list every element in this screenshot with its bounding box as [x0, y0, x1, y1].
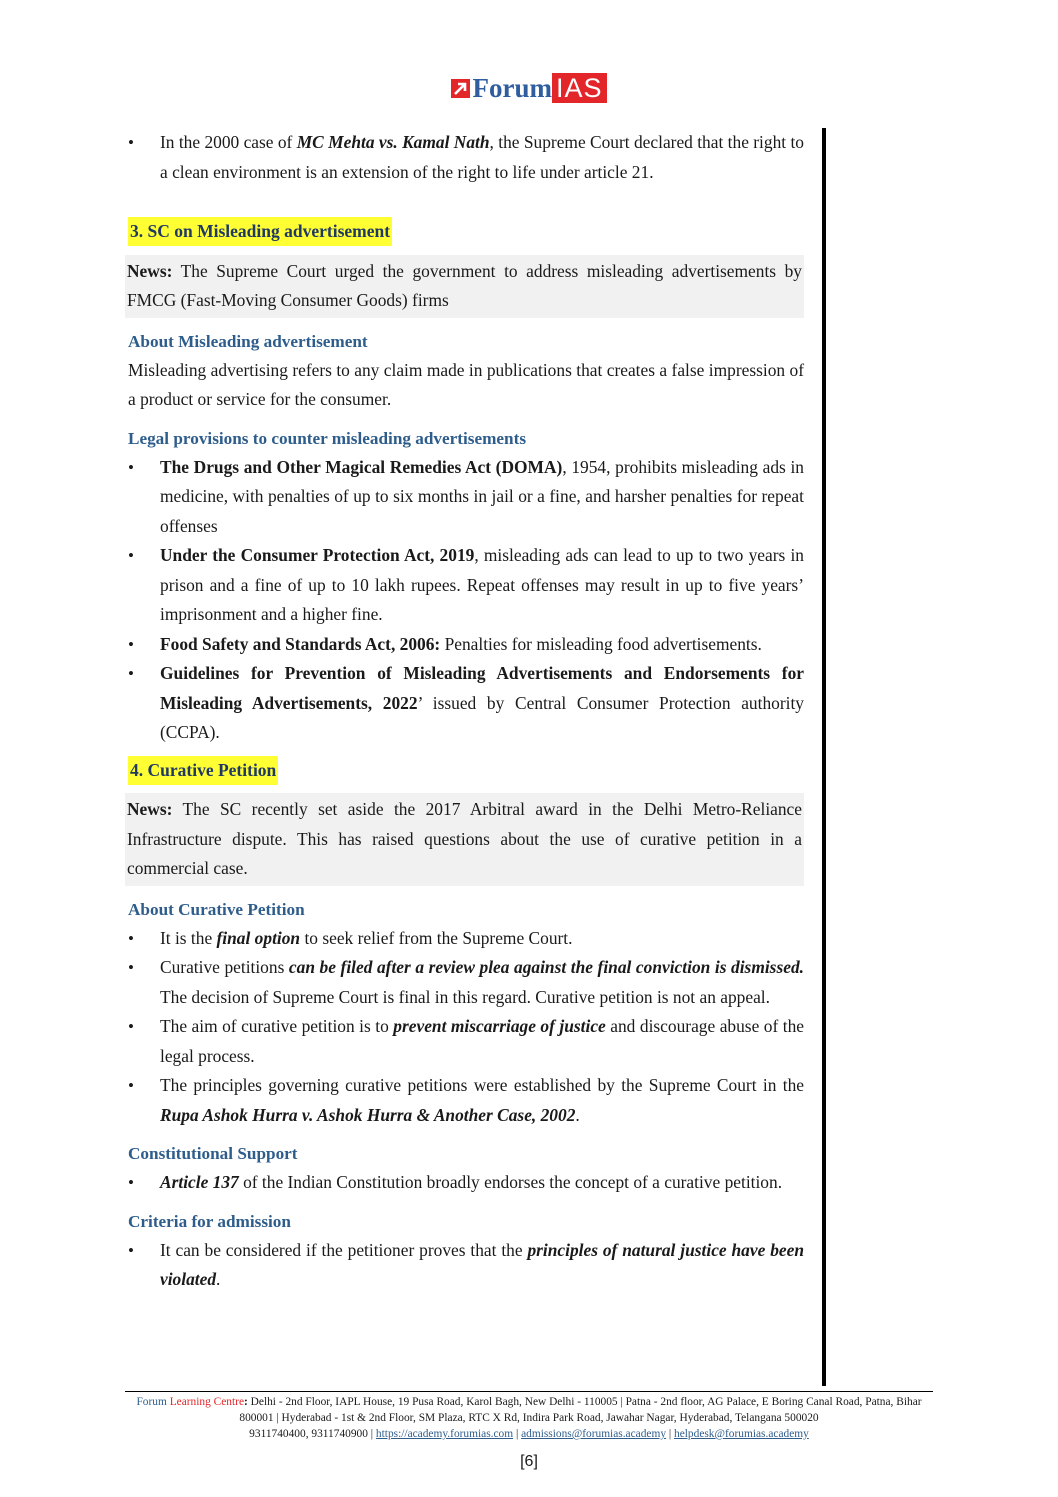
logo-ias-text: IAS [552, 73, 607, 103]
footer-divider [125, 1391, 933, 1392]
constitutional-support-heading: Constitutional Support [128, 1144, 298, 1163]
list-item [128, 659, 804, 748]
footer: Forum Learning Centre: Delhi - 2nd Floor, IAPL House, 19 Pusa Road, Karol Bagh, New Delhi - 110005 | Patna - 2nd floor, AG Palace, E Boring Canal Road, Patna, Bihar 800001 | Hyderabad - 1st & 2nd Floor, SM Plaza, RTC X Rd, Indira Park Road, Jawahar Nagar, Hyderabad, Telangana 500020 9311740400, 9311740900 | https://academy.forumias.com | admissions@forumias.academy | helpdesk@forumias.academy [136, 1396, 922, 1440]
list-item: • Article 137 of the Indian Constitution broadly endorses the concept of a curative petition. [128, 1168, 804, 1198]
right-margin-bar [822, 128, 826, 1386]
provision-name: Under the Consumer Protection Act, 2019 [160, 545, 475, 565]
list-item: • In the 2000 case of MC Mehta vs. Kamal Nath, the Supreme Court declared that the right to a clean environment is an extension of the right to life under article 21. [128, 128, 804, 187]
page-number: [6] [520, 1453, 538, 1470]
list-item: • The aim of curative petition is to prevent miscarriage of justice and discourage abuse of the legal process. [128, 1012, 804, 1071]
about-curative-heading: About Curative Petition [128, 899, 305, 919]
list-item [128, 630, 804, 660]
list-item [128, 453, 804, 542]
footer-brand-forum: Forum [136, 1396, 167, 1408]
provision-text: , 1954, prohibits misleading ads in medicine, with penalties of up to six months in jail or a fine, and harsher penalties for repeat offenses [160, 456, 804, 536]
about-misleading-text: Misleading advertising refers to any claim made in publications that creates a false impression of a product or service for the consumer. [128, 359, 804, 409]
website-link[interactable]: https://academy.forumias.com [375, 1428, 514, 1440]
helpdesk-email-link[interactable]: helpdesk@forumias.academy [674, 1428, 809, 1440]
section-3-news: News: The Supreme Court urged the government to address misleading advertisements by FMCG (Fast-Moving Consumer Goods) firms [125, 255, 804, 318]
provision-text: , misleading ads can lead to up to two years in prison and a fine of up to 10 lakh rupees. Repeat offenses may result in up to five years’ imprisonment and a higher fine. [160, 545, 804, 624]
list-item: • The principles governing curative petitions were established by the Supreme Court in the Rupa Ashok Hurra v. Ashok Hurra & Another Case, 2002. [128, 1071, 804, 1130]
section-4-news: News: The SC recently set aside the 2017 Arbitral award in the Delhi Metro-Reliance Infrastructure dispute. This has raised questions about the use of curative petition in a commercial case. [125, 793, 804, 886]
criteria-heading: Criteria for admission [128, 1211, 291, 1231]
emphasis-text: Rupa Ashok Hurra v. Ashok Hurra & Another Case, 2002 [160, 1104, 576, 1125]
footer-brand-learning: Learning Centre [166, 1396, 245, 1408]
emphasis-text: principles of natural justice have been violated [160, 1239, 804, 1289]
emphasis-text: final option [216, 927, 301, 948]
intro-list [128, 128, 804, 187]
case-name: MC Mehta vs. Kamal Nath [296, 132, 490, 152]
legal-provisions-heading: Legal provisions to counter misleading advertisements [128, 428, 527, 448]
about-misleading-heading: About Misleading advertisement [128, 331, 368, 351]
footer-phones: 9311740400, 9311740900 [249, 1428, 368, 1440]
emphasis-text: Article 137 [160, 1172, 239, 1192]
section-4-heading: 4. Curative Petition [128, 756, 278, 785]
footer-address: Delhi - 2nd Floor, IAPL House, 19 Pusa Road, Karol Bagh, New Delhi - 110005 | Patna - 2nd floor, AG Palace, E Boring Canal Road, Patna, Bihar 800001 | Hyderabad - 1st & 2nd Floor, SM Plaza, RTC X Rd, Indira Park Road, Jawahar Nagar, Hyderabad, Telangana 500020 [239, 1396, 922, 1424]
criteria-list [128, 1236, 804, 1295]
list-item: • It is the final option to seek relief from the Supreme Court. [128, 924, 804, 954]
legal-provisions-list [128, 453, 804, 748]
provision-name: Guidelines for Prevention of Misleading Advertisements and Endorsements for Misleading Advertisements, 2022 [160, 663, 804, 713]
constitutional-support-list [128, 1168, 804, 1198]
logo-forum-text: Forum [472, 73, 552, 103]
admissions-email-link[interactable]: admissions@forumias.academy [521, 1428, 667, 1440]
arrow-icon [451, 79, 470, 98]
section-3-heading: 3. SC on Misleading advertisement [128, 217, 392, 246]
forumias-logo [0, 72, 1058, 104]
provision-text: Penalties for misleading food advertisements. [440, 633, 762, 654]
main-content [128, 128, 804, 1295]
about-curative-list [128, 924, 804, 1131]
emphasis-text: prevent miscarriage of justice [393, 1016, 606, 1036]
provision-text: ’ issued by Central Consumer Protection authority (CCPA). [160, 692, 804, 742]
provision-name: Food Safety and Standards Act, 2006: [160, 633, 441, 654]
provision-name: The Drugs and Other Magical Remedies Act (DOMA) [160, 456, 563, 477]
emphasis-text: can be filed after a review plea against the final conviction is dismissed. [288, 957, 804, 977]
list-item: • Curative petitions can be filed after a review plea against the final conviction is dismissed. The decision of Supreme Court is final in this regard. Curative petition is not an appeal. [128, 953, 804, 1012]
list-item [128, 541, 804, 630]
list-item: • It can be considered if the petitioner proves that the principles of natural justice have been violated. [128, 1236, 804, 1295]
